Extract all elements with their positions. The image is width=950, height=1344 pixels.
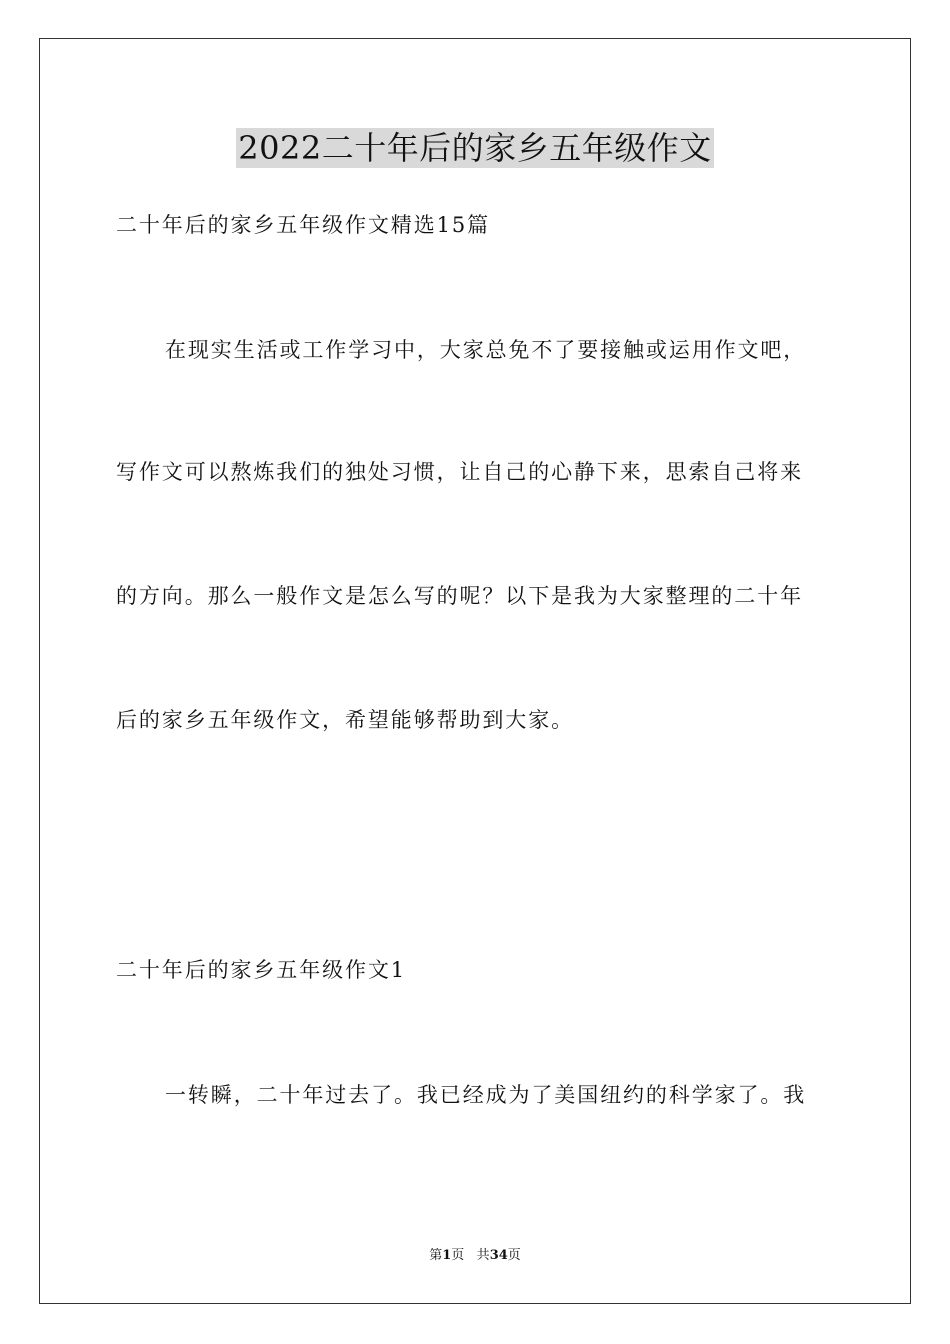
section-heading: 二十年后的家乡五年级作文1 (116, 958, 407, 982)
intro-line-4: 后的家乡五年级作文，希望能够帮助到大家。 (116, 708, 574, 732)
footer-total-suffix: 页 (507, 1248, 521, 1263)
document-title-text: 2022二十年后的家乡五年级作文 (238, 129, 712, 167)
footer-page-suffix: 页 (451, 1248, 465, 1263)
document-title (0, 128, 950, 168)
footer-total-prefix: 共 (476, 1248, 490, 1263)
intro-line-3: 的方向。那么一般作文是怎么写的呢？以下是我为大家整理的二十年 (116, 584, 803, 608)
intro-line-2: 写作文可以熬炼我们的独处习惯，让自己的心静下来，思索自己将来 (116, 460, 803, 484)
intro-line-1: 在现实生活或工作学习中，大家总免不了要接触或运用作文吧， (165, 338, 807, 362)
footer-page-prefix: 第 (429, 1248, 443, 1263)
document-subtitle: 二十年后的家乡五年级作文精选15篇 (116, 213, 491, 237)
page-footer (0, 1247, 950, 1265)
section-first-line: 一转瞬，二十年过去了。我已经成为了美国纽约的科学家了。我 (165, 1083, 807, 1107)
footer-current-page: 1 (442, 1248, 452, 1263)
footer-total-pages: 34 (489, 1248, 508, 1263)
